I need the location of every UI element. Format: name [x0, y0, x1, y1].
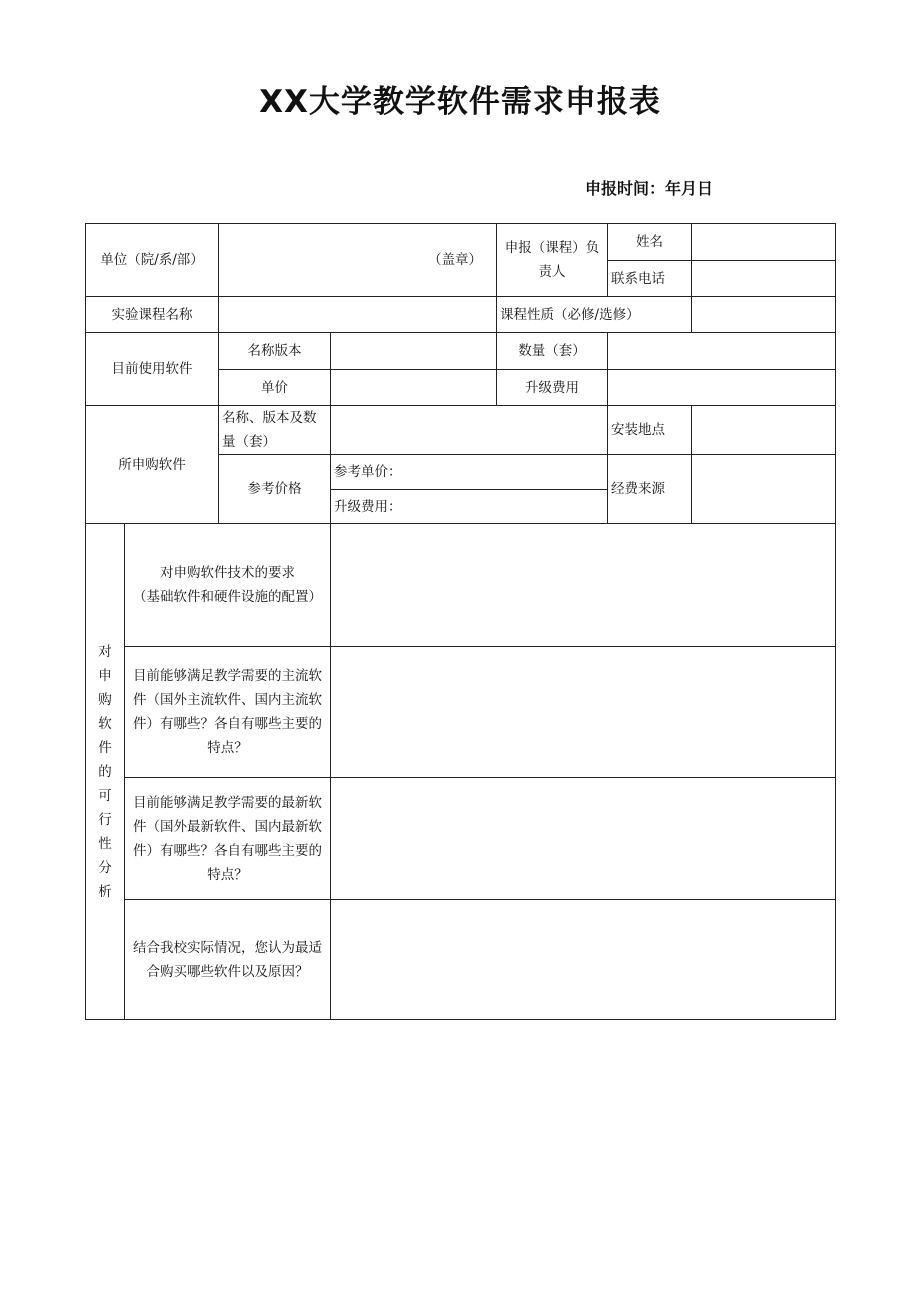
course-type-field[interactable]	[692, 297, 836, 333]
name-label: 姓名	[608, 224, 692, 261]
current-name-version-field[interactable]	[331, 333, 497, 370]
applicant-label: 申报（课程）负责人	[497, 224, 608, 297]
funding-source-field[interactable]	[692, 455, 836, 524]
course-type-label: 课程性质（必修/选修）	[497, 297, 692, 333]
recommendation-answer[interactable]	[331, 900, 836, 1020]
current-software-label: 目前使用软件	[86, 333, 219, 406]
install-location-label: 安装地点	[608, 406, 692, 455]
tech-requirements-question: 对申购软件技术的要求 （基础软件和硬件设施的配置）	[125, 524, 331, 647]
current-quantity-field[interactable]	[608, 333, 836, 370]
purchase-name-version-qty-label: 名称、版本及数量（套）	[219, 406, 331, 455]
tech-requirements-answer[interactable]	[331, 524, 836, 647]
unit-label: 单位（院/系/部）	[86, 224, 219, 297]
install-location-field[interactable]	[692, 406, 836, 455]
current-name-version-label: 名称版本	[219, 333, 331, 370]
phone-field[interactable]	[692, 261, 836, 297]
course-name-field[interactable]	[219, 297, 497, 333]
form-title: XX大学教学软件需求申报表	[259, 84, 661, 120]
name-field[interactable]	[692, 224, 836, 261]
application-date: 申报时间：年月日	[585, 179, 714, 198]
current-unit-price-label: 单价	[219, 370, 331, 406]
purchase-name-version-field[interactable]	[331, 406, 608, 455]
purchase-software-label: 所申购软件	[86, 406, 219, 524]
unit-seal-field[interactable]	[219, 224, 497, 297]
current-quantity-label: 数量（套）	[497, 333, 608, 370]
latest-software-answer[interactable]	[331, 778, 836, 900]
phone-label: 联系电话	[608, 261, 692, 297]
ref-upgrade-fee-field[interactable]: 升级费用：	[331, 490, 608, 524]
funding-source-label: 经费来源	[608, 455, 692, 524]
current-upgrade-fee-field[interactable]	[608, 370, 836, 406]
current-unit-price-field[interactable]	[331, 370, 497, 406]
ref-unit-price-field[interactable]: 参考单价：	[331, 455, 608, 490]
feasibility-side-label: 对 申 购 软 件 的 可 行 性 分 析	[86, 524, 125, 1020]
reference-price-label: 参考价格	[219, 455, 331, 524]
latest-software-question: 目前能够满足教学需要的最新软件（国外最新软件、国内最新软件）有哪些？各自有哪些主要的特点？	[125, 778, 331, 900]
seal-label: （盖章）	[428, 252, 483, 268]
mainstream-software-answer[interactable]	[331, 647, 836, 778]
recommendation-question: 结合我校实际情况，您认为最适合购买哪些软件以及原因？	[125, 900, 331, 1020]
application-form-table	[85, 223, 836, 1020]
course-name-label: 实验课程名称	[86, 297, 219, 333]
mainstream-software-question: 目前能够满足教学需要的主流软件（国外主流软件、国内主流软件）有哪些？各自有哪些主要的特点？	[125, 647, 331, 778]
current-upgrade-fee-label: 升级费用	[497, 370, 608, 406]
